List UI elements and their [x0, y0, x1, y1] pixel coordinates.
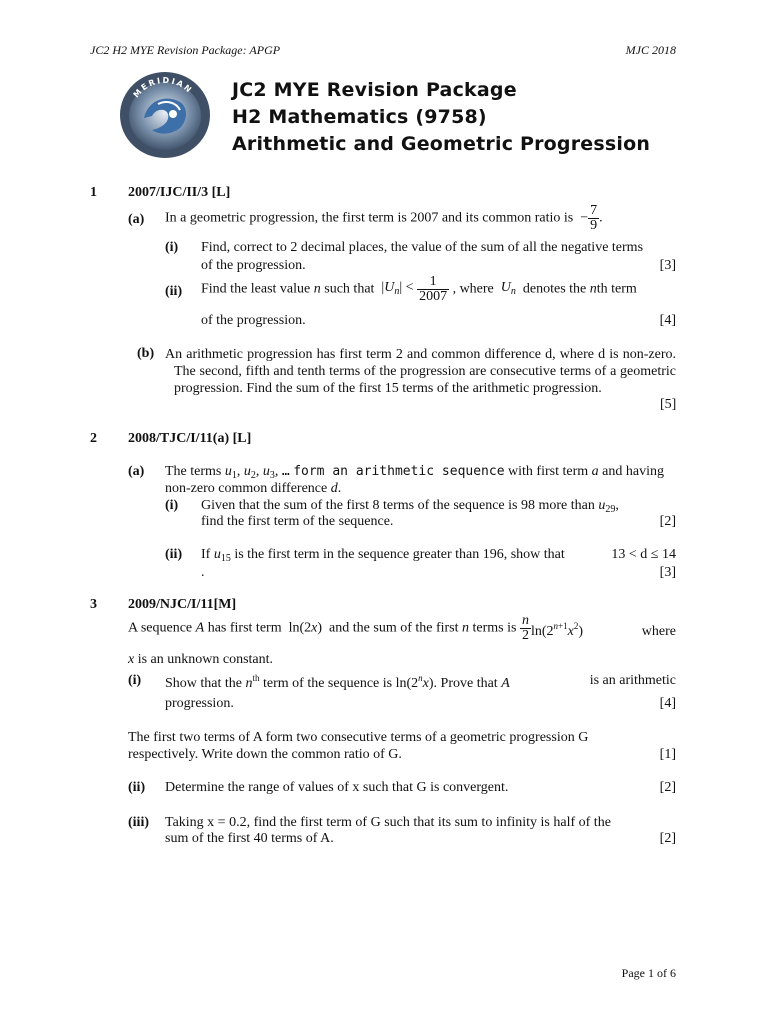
- q1b-text: An arithmetic progression has first term 2 and common difference d, where d is non-zero. The second, fifth and tenth terms of the progression are consecutive terms of a geometric progression. Find the sum of the first 15 terms of the arithmetic progression.: [165, 347, 676, 396]
- title-line-2: H2 Mathematics (9758): [232, 106, 487, 128]
- q2ai-text-2: find the first term of the sequence.: [201, 514, 394, 529]
- title-line-3: Arithmetic and Geometric Progression: [232, 133, 651, 155]
- q2a-line-2: non-zero common difference d.: [165, 481, 342, 496]
- q1a-text: In a geometric progression, the first term is 2007 and its common ratio is: [165, 210, 574, 226]
- q2aii-period: .: [201, 565, 205, 580]
- header-right: MJC 2018: [625, 43, 676, 57]
- q3iii-text-2: sum of the first 40 terms of A.: [165, 831, 334, 846]
- q3-source: 2009/NJC/I/11[M]: [128, 597, 237, 612]
- q3-mid-text-2: respectively. Write down the common ratio of G.: [128, 747, 402, 762]
- q3iii-mark: [2]: [659, 831, 676, 846]
- q1ai-text-1: Find, correct to 2 decimal places, the value of the sum of all the negative terms: [201, 240, 644, 255]
- q2a-line-1: The terms $u_1$, $u_2$, $u_3$, … form an arithmetic sequence with first term a and having: [165, 464, 664, 481]
- q1a-ratio: $\frac{7}{9}$: [590, 203, 598, 233]
- q3i-label: (i): [128, 673, 142, 688]
- q1ai-text-2: of the progression.: [201, 258, 306, 273]
- q3-intro-line-2: x is an unknown constant.: [128, 652, 274, 667]
- q2a-label: (a): [128, 464, 145, 479]
- q3iii-label: (iii): [128, 815, 149, 830]
- q3-mid-mark: [1]: [659, 747, 676, 762]
- q3i-text-5: progression.: [165, 696, 234, 711]
- q2ai-line-1: Given that the sum of the first 8 terms of the sequence is 98 more than $u_{29}$,: [201, 498, 619, 515]
- q3iii-text-1: Taking x = 0.2, find the first term of G such that its sum to infinity is half of the: [165, 815, 611, 830]
- q1aii-mark: [4]: [659, 313, 676, 328]
- q3i-mark: [4]: [659, 696, 676, 711]
- q1aii-text-2: of the progression.: [201, 313, 306, 328]
- header-left: JC2 H2 MYE Revision Package: APGP: [90, 43, 281, 57]
- meridian-logo: [118, 70, 212, 160]
- q2-number: 2: [90, 431, 97, 446]
- title-line-1: JC2 MYE Revision Package: [232, 79, 517, 101]
- q1ai-mark: [3]: [659, 258, 676, 273]
- q3-number: 3: [90, 597, 97, 612]
- q1aii-line-1: Find the least value n such that $|U_n|$ < $\frac{1}{2007}$ , where $U_n$ denotes the nth term: [201, 274, 637, 304]
- q1-source: 2007/IJC/II/3 [L]: [128, 185, 231, 200]
- svg-text:MERIDIAN: [132, 76, 195, 100]
- q3-mid-text-1: The first two terms of A form two consecutive terms of a geometric progression G: [128, 730, 589, 745]
- q2-source: 2008/TJC/I/11(a) [L]: [128, 431, 252, 446]
- q3ii-mark: [2]: [659, 780, 676, 795]
- q1ai-label: (i): [165, 240, 179, 255]
- q1aii-label: (ii): [165, 284, 183, 299]
- logo-text: MERIDIAN: [131, 75, 195, 100]
- q2ai-mark: [2]: [659, 514, 676, 529]
- q2aii-line-1: If $u_{15}$ is the first term in the sequence greater than 196, show that 13 < d ≤ 14: [201, 547, 676, 564]
- page-number: Page 1 of 6: [621, 966, 676, 980]
- q1b-label: (b): [137, 346, 155, 361]
- q3i-line-1: Show that the $n^{th}$ term of the sequence is ln(2$^n$x). Prove that A is an arithmetic: [165, 673, 676, 691]
- q3-intro-line-1: A sequence A has first term ln(2x) and the sum of the first n terms is $\frac{n}{2}$ $\ln(2^{n+1}x^2)$ where: [128, 613, 676, 643]
- q3ii-text: Determine the range of values of x such that G is convergent.: [165, 780, 509, 795]
- q2aii-label: (ii): [165, 547, 183, 562]
- q1a-label: (a): [128, 212, 145, 227]
- q2aii-mark: [3]: [659, 565, 676, 580]
- q3ii-label: (ii): [128, 780, 146, 795]
- q1b-mark: [5]: [660, 397, 677, 412]
- q1-number: 1: [90, 185, 97, 200]
- q2ai-label: (i): [165, 498, 179, 513]
